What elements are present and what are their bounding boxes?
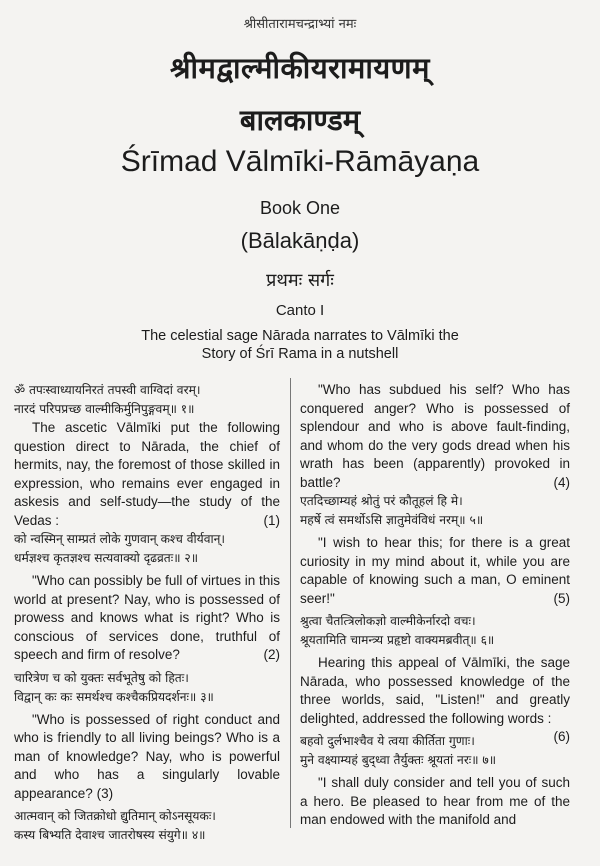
column-divider [290,378,291,828]
verse-1-line-1: ॐ तपःस्वाध्यायनिरतं तपस्वी वाग्विदां वरम्। [14,383,201,397]
translation-1-text: The ascetic Vālmīki put the following question direct to Nārada, the chief of hermits, nay, the foremost of those skilled in expression, who remains ever engaged in askesis and self-study—the study of the Vedas : [14,420,280,528]
kanda-english: (Bālakāṇḍa) [240,228,360,253]
verse-3-line-2: विद्वान् कः कः समर्थश्च कश्चैकप्रियदर्शनः॥ ३॥ [14,689,214,704]
verse-6-line-1: श्रुत्वा चैतत्त्रिलोकज्ञो वाल्मीकेर्नारदो वचः। [300,614,476,628]
verse-number-1: (1) [263,512,280,528]
right-column [300,381,570,830]
book-label: Book One [259,198,341,218]
translation-2-text: "Who can possibly be full of virtues in this world at present? Nay, who is possessed of prowess and knows what is right? Who is conscious of services done, truthful of speech and firm of resolve? [14,573,280,662]
verse-7-line-1: बहवो दुर्लभाश्चैव ये त्वया कीर्तिता गुणाः। [300,734,475,748]
verse-3-line-1: चारित्रेण च को युक्तः सर्वभूतेषु को हितः। [14,670,189,685]
verse-number-3: (3) [96,785,114,801]
translation-3 [14,711,280,804]
kanda-sanskrit: बालकाण्डम् [239,103,361,137]
verse-5-line-2: महर्षे त्वं समर्थोऽसि ज्ञातुमेवंविधं नरम्॥ ५॥ [300,513,484,527]
verse-2-line-1: को न्वस्मिन् साम्प्रतं लोके गुणवान् कश्च वीर्यवान्। [14,532,226,546]
summary-line-1: The celestial sage Nārada narrates to Vālmīki the [141,328,459,344]
summary-line-2: Story of Śrī Rama in a nutshell [201,346,399,362]
verse-7-line-2: मुने वक्ष्याम्यहं बुद्ध्वा तैर्युक्तः श्रूयतां नरः॥ ७॥ [300,753,497,767]
verse-number-6: (6) [553,729,570,744]
translation-4-text: "Who has subdued his self? Who has conquered anger? Who is possessed of splendour and who is above fault-finding, and whom do the very gods dread when his wrath has been (apparently) provoked in battle? [300,382,570,490]
verse-1-line-2: नारदं परिपप्रच्छ वाल्मीकिर्मुनिपुङ्गवम्॥ १॥ [14,402,195,416]
translation-3-text: "Who is possessed of right conduct and who is friendly to all living beings? Who is a man of knowledge? Nay, who is powerful and who has a singularly lovable appearance? [14,711,280,801]
verse-2-line-2: धर्मज्ञश्च कृतज्ञश्च सत्यवाक्यो दृढव्रतः॥ २॥ [14,551,199,565]
verse-number-2: (2) [263,647,280,662]
translation-7 [300,774,570,830]
canto-label: Canto I [275,302,325,319]
canto-summary [0,327,600,363]
translation-4 [300,381,570,492]
sarga-sanskrit: प्रथमः सर्गः [266,270,334,291]
translation-7-text: "I shall duly consider and tell you of such a hero. Be pleased to hear from me of the man endowed with the manifold and [300,775,570,827]
verse-number-4: (4) [553,474,570,490]
translation-2 [14,572,280,665]
verse-6-line-2: श्रूयतामिति चामन्त्र्य प्रहृष्टो वाक्यमब्रवीत्॥ ६॥ [300,633,495,647]
translation-1 [14,419,280,530]
translation-6-text: Hearing this appeal of Vālmīki, the sage Nārada, who possessed knowledge of the three worlds, said, "Listen!" and greatly delighted, addressed the following words : [300,655,570,726]
translation-5 [300,534,570,608]
verse-4-line-2: कस्य बिभ्यति देवाश्च जातरोषस्य संयुगे॥ ४॥ [14,828,206,842]
invocation: श्रीसीतारामचन्द्राभ्यां नमः [243,17,357,32]
title-english: Śrīmad Vālmīki-Rāmāyaṇa [120,145,480,178]
title-sanskrit: श्रीमद्वाल्मीकीयरामायणम् [169,51,430,85]
verse-number-5: (5) [553,590,570,606]
verse-4-line-1: आत्मवान् को जितक्रोधो द्युतिमान् कोऽनसूयकः। [14,809,216,823]
left-column [14,381,280,845]
translation-5-text: "I wish to hear this; for there is a great curiosity in my mind about it, while you are capable of knowing such a man, O eminent seer!" [300,535,570,606]
verse-5-line-1: एतदिच्छाम्यहं श्रोतुं परं कौतूहलं हि मे। [300,494,463,508]
